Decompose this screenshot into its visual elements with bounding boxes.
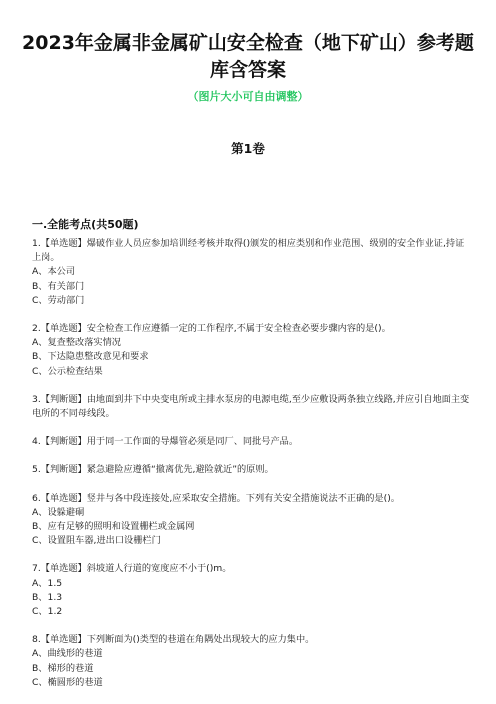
answer-option: B、下达隐患整改意见和要求 <box>32 351 149 363</box>
document-title: 2023年金属非金属矿山安全检查（地下矿山）参考题库含答案 <box>22 32 474 81</box>
answer-option: C、椭圆形的巷道 <box>32 676 103 688</box>
question-list <box>32 237 472 704</box>
question-item <box>32 562 472 619</box>
question-text: 3.【判断题】由地面到井下中央变电所或主排水泵房的电源电缆,至少应敷设两条独立线路,并应引自地面主变电所的不同母线段。 <box>32 393 470 420</box>
question-item <box>32 435 472 449</box>
answer-option: A、复查整改落实情况 <box>32 337 121 349</box>
answer-option: A、本公司 <box>32 266 76 278</box>
answer-option: C、劳动部门 <box>32 294 85 306</box>
answer-option: B、梯形的巷道 <box>32 662 94 674</box>
volume-heading: 第1卷 <box>231 141 265 156</box>
answer-option: C、设置阻车器,进出口设栅栏门 <box>32 535 161 547</box>
section-heading: 一.全能考点(共50题) <box>32 218 139 231</box>
answer-option: A、1.5 <box>32 577 63 589</box>
answer-option: C、公示检查结果 <box>32 365 103 377</box>
question-item <box>32 393 472 421</box>
question-text: 6.【单选题】竖井与各中段连接处,应采取安全措施。下列有关安全措施说法不正确的是()。 <box>32 492 400 504</box>
question-text: 5.【判断题】紧急避险应遵循“撤离优先,避险就近”的原则。 <box>32 464 274 476</box>
document-subtitle: （图片大小可自由调整） <box>187 90 309 103</box>
question-item <box>32 237 472 308</box>
answer-option: B、1.3 <box>32 591 63 603</box>
question-item <box>32 492 472 549</box>
answer-option: A、设躲避硐 <box>32 506 85 518</box>
question-item <box>32 322 472 379</box>
question-item <box>32 633 472 690</box>
question-text: 8.【单选题】下列断面为()类型的巷道在角隅处出现较大的应力集中。 <box>32 634 315 646</box>
answer-option: A、曲线形的巷道 <box>32 648 103 660</box>
question-item <box>32 463 472 477</box>
answer-option: B、应有足够的照明和设置栅栏或金属网 <box>32 521 195 533</box>
question-text: 2.【单选题】安全检查工作应遵循一定的工作程序,不属于安全检查必要步骤内容的是()。 <box>32 323 391 335</box>
answer-option: B、有关部门 <box>32 280 85 292</box>
question-text: 4.【判断题】用于同一工作面的导爆管必须是同厂、同批号产品。 <box>32 436 299 448</box>
question-text: 1.【单选题】爆破作业人员应参加培训经考核并取得()颁发的相应类别和作业范围、级别的安全作业证,持证上岗。 <box>32 238 465 264</box>
answer-option: C、1.2 <box>32 606 63 618</box>
question-text: 7.【单选题】斜坡道人行道的宽度应不小于()m。 <box>32 563 232 575</box>
